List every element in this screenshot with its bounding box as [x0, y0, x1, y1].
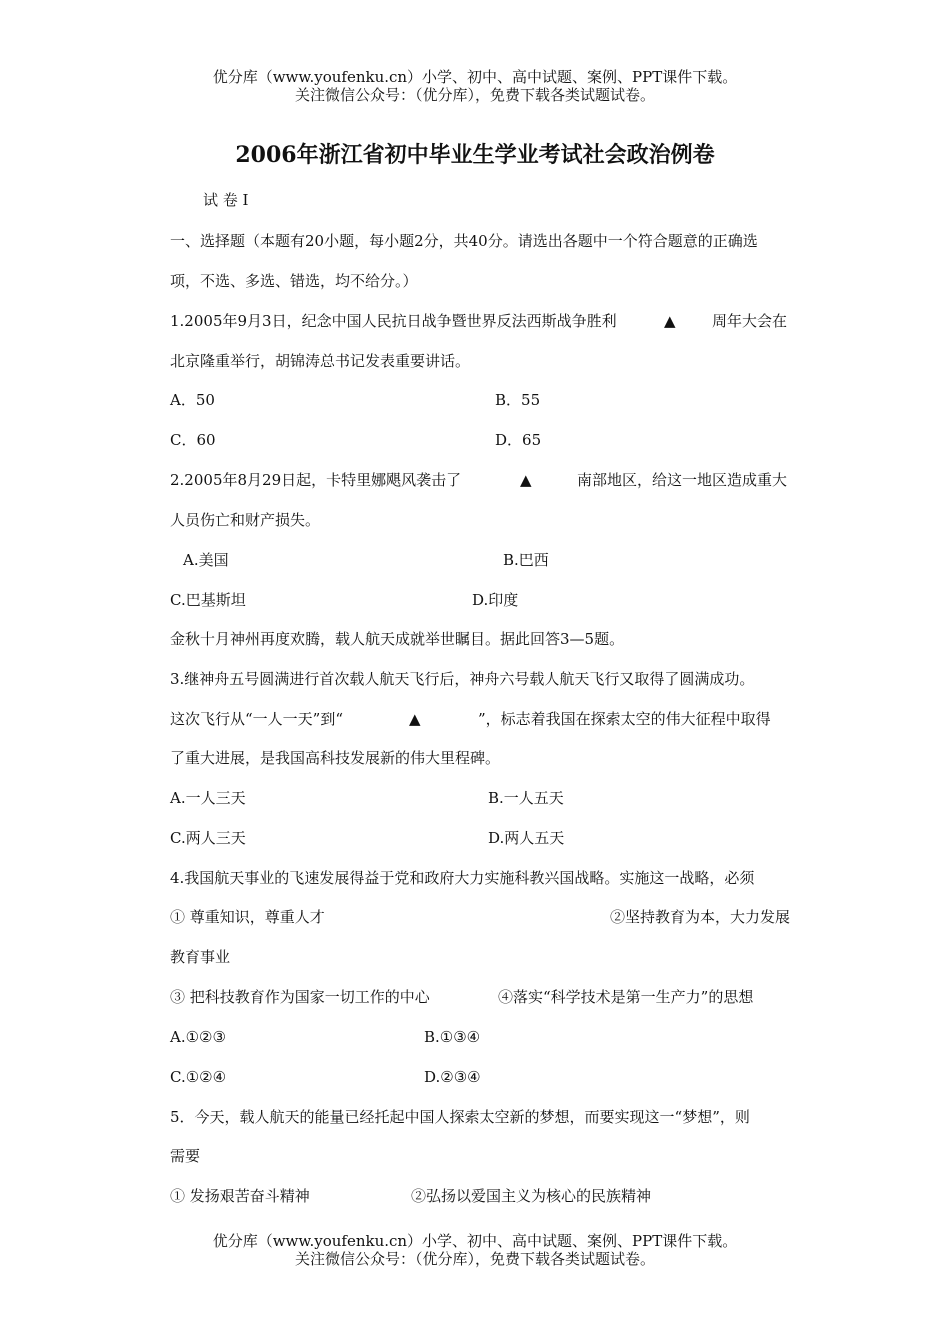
q2-option-d: D.印度: [472, 591, 519, 609]
q1-stem-part-3: 北京隆重举行，胡锦涛总书记发表重要讲话。: [170, 352, 471, 370]
q4-item-2: ②坚持教育为本，大力发展: [610, 908, 791, 926]
q4-item-1: ① 尊重知识，尊重人才: [170, 908, 325, 926]
q3-stem-part-1: 3.继神舟五号圆满进行首次载人航天飞行后，神舟六号载人航天飞行又取得了圆满成功。: [170, 670, 755, 688]
q4-item-2-continued: 教育事业: [170, 948, 231, 966]
q3-stem-part-2: 这次飞行从“一人一天”到“: [170, 710, 344, 728]
q1-option-d: D．65: [495, 431, 542, 449]
section-instructions-line-2: 项，不选、多选、错选，均不给分。）: [170, 272, 418, 290]
page-title: 2006年浙江省初中毕业生学业考试社会政治例卷: [235, 142, 715, 168]
blank-marker: ▲: [520, 471, 532, 489]
footer-line-1: 优分库（www.youfenku.cn）小学、初中、高中试题、案例、PPT课件下载。: [212, 1232, 738, 1250]
footer-line-2: 关注微信公众号：（优分库），免费下载各类试题试卷。: [294, 1250, 655, 1268]
q4-option-d: D.②③④: [424, 1068, 481, 1086]
q2-option-a: A.美国: [183, 551, 229, 569]
q2-stem-part-1: 2.2005年8月29日起，卡特里娜飓风袭击了: [170, 471, 462, 489]
header-line-2: 关注微信公众号：（优分库），免费下载各类试题试卷。: [294, 86, 655, 104]
blank-marker: ▲: [664, 312, 676, 330]
q1-stem-part-2: 周年大会在: [712, 312, 788, 330]
q3-option-a: A.一人三天: [170, 789, 246, 807]
q2-stem-part-2: 南部地区，给这一地区造成重大: [577, 471, 788, 489]
q5-item-2: ②弘扬以爱国主义为核心的民族精神: [411, 1187, 652, 1205]
group-intro-3-5: 金秋十月神州再度欢腾，载人航天成就举世瞩目。据此回答3—5题。: [170, 630, 625, 648]
q4-option-c: C.①②④: [170, 1068, 227, 1086]
q5-item-1: ① 发扬艰苦奋斗精神: [170, 1187, 310, 1205]
q1-option-a: A．50: [170, 391, 215, 409]
q3-option-d: D.两人五天: [488, 829, 565, 847]
q4-stem: 4.我国航天事业的飞速发展得益于党和政府大力实施科教兴国战略。实施这一战略，必须: [170, 869, 755, 887]
paper-label: 试 卷 Ⅰ: [203, 191, 249, 209]
q1-stem-part-1: 1.2005年9月3日，纪念中国人民抗日战争暨世界反法西斯战争胜利: [170, 312, 617, 330]
q2-option-c: C.巴基斯坦: [170, 591, 246, 609]
q2-option-b: B.巴西: [503, 551, 549, 569]
q4-item-3: ③ 把科技教育作为国家一切工作的中心: [170, 988, 430, 1006]
q4-item-4: ④落实“科学技术是第一生产力”的思想: [498, 988, 754, 1006]
header-line-1: 优分库（www.youfenku.cn）小学、初中、高中试题、案例、PPT课件下载。: [212, 68, 738, 86]
q4-option-b: B.①③④: [424, 1028, 481, 1046]
q1-option-c: C．60: [170, 431, 216, 449]
section-instructions-line-1: 一、选择题（本题有20小题，每小题2分，共40分。请选出各题中一个符合题意的正确选: [170, 232, 758, 250]
q5-stem-part-1: 5．今天，载人航天的能量已经托起中国人探索太空新的梦想，而要实现这一“梦想”，则: [170, 1108, 750, 1126]
blank-marker: ▲: [409, 710, 421, 728]
q3-stem-part-4: 了重大进展，是我国高科技发展新的伟大里程碑。: [170, 749, 501, 767]
q2-stem-part-3: 人员伤亡和财产损失。: [170, 511, 321, 529]
q3-option-c: C.两人三天: [170, 829, 246, 847]
q4-option-a: A.①②③: [170, 1028, 226, 1046]
q3-option-b: B.一人五天: [488, 789, 564, 807]
q1-option-b: B．55: [495, 391, 541, 409]
q5-stem-part-2: 需要: [170, 1147, 201, 1165]
q3-stem-part-3: ”，标志着我国在探索太空的伟大征程中取得: [478, 710, 771, 728]
